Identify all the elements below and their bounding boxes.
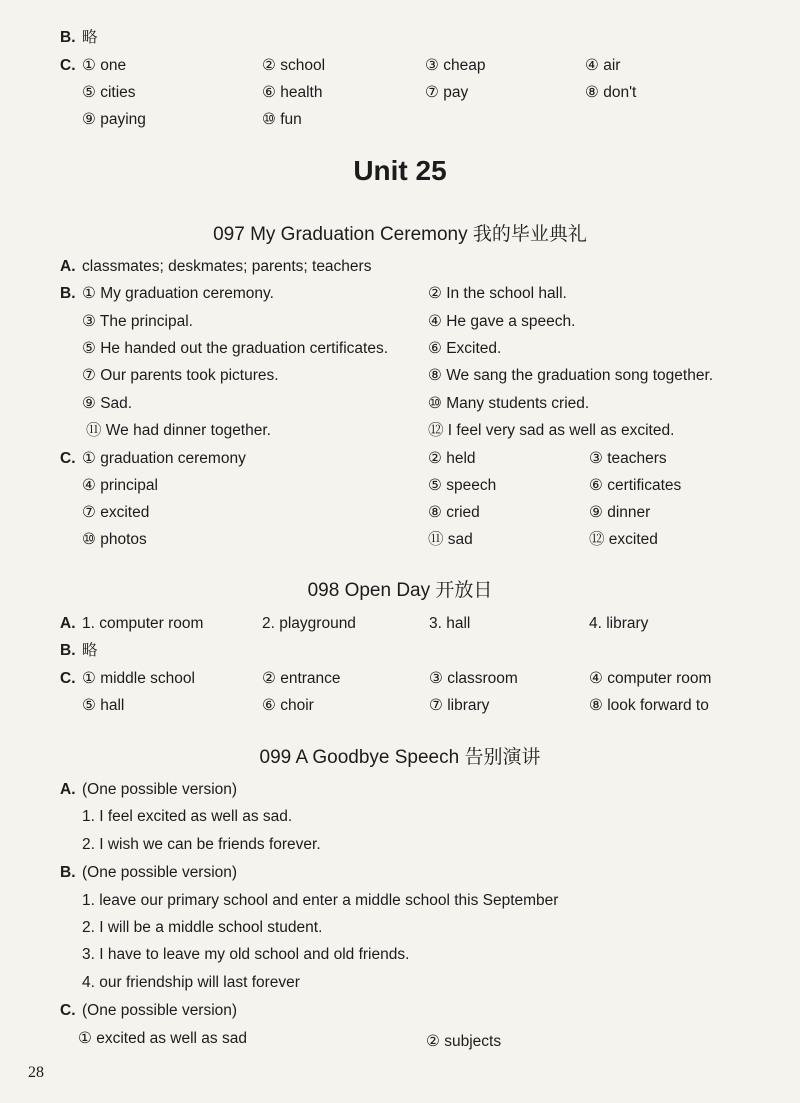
answer-text: 略 [82,642,98,659]
answer-item: ④ air [585,57,621,74]
answer-item: 1. computer room [82,615,204,632]
answer-item: ⑩ Many students cried. [428,395,590,412]
s099-b-item [0,942,800,968]
section-label: B. [60,285,76,302]
s097-c-row [0,473,800,499]
s097-b-row [0,391,800,417]
answer-item: ① excited as well as sad [78,1030,247,1047]
answer-item: ⑨ Sad. [82,395,133,412]
answer-item: ⑦ excited [82,504,150,521]
section-label: B. [60,864,76,881]
answer-item: ② entrance [262,670,341,687]
s099-b-row [0,860,800,886]
answer-item: ② school [262,57,326,74]
answer-item: ④ He gave a speech. [428,313,576,330]
page-number: 28 [28,1064,44,1081]
section-title-097: 097 My Graduation Ceremony 我的毕业典礼 [213,224,587,245]
s099-b-item [0,970,800,996]
section-title-098: 098 Open Day 开放日 [307,580,493,601]
prev-c-row [0,53,800,79]
s097-b-row [0,418,800,444]
answer-item: ⑤ He handed out the graduation certificates. [82,340,389,357]
answer-item: ⑥ health [262,84,323,101]
s099-b-item [0,915,800,941]
s097-b-row [0,281,800,307]
answer-item: ③ The principal. [82,313,193,330]
answer-item: 4. our friendship will last forever [82,974,300,991]
answer-item: ① graduation ceremony [82,450,246,467]
answer-text: 略 [82,29,98,46]
answer-item: 3. I have to leave my old school and old friends. [82,946,410,963]
answer-item: ① one [82,57,127,74]
s097-c-row [0,446,800,472]
section-label: C. [60,57,76,74]
s097-c-row [0,500,800,526]
answer-item: ⑧ We sang the graduation song together. [428,367,714,384]
s099-c-item [0,1026,800,1052]
prev-b-row [0,25,800,51]
answer-item: 3. hall [429,615,471,632]
answer-item: ⑤ cities [82,84,136,101]
s099-a-row [0,777,800,803]
answer-item: 4. library [589,615,649,632]
s098-c-row [0,666,800,692]
section-label: B. [60,29,76,46]
section-title-099: 099 A Goodbye Speech 告别演讲 [259,747,541,768]
s099-b-item [0,888,800,914]
s097-b-row [0,336,800,362]
answer-item: ① My graduation ceremony. [82,285,274,302]
prev-c-row [0,80,800,106]
unit-title: Unit 25 [353,155,447,186]
section-label: B. [60,642,76,659]
s099-c-row [0,998,800,1024]
answer-item: ③ cheap [425,57,486,74]
answer-item: ⑪ We had dinner together. [86,422,271,439]
prev-c-row [0,107,800,133]
s097-a-row [0,254,800,280]
answer-item: ⑦ Our parents took pictures. [82,367,279,384]
section-label: A. [60,781,76,798]
answer-item: ⑧ don't [585,84,637,101]
answer-item: ⑧ look forward to [589,697,709,714]
section-label: A. [60,258,76,275]
answer-item: 2. playground [262,615,356,632]
answer-item: ⑥ choir [262,697,314,714]
answer-item: ① middle school [82,670,195,687]
answer-item: ⑪ sad [428,531,473,548]
answer-item: ⑩ fun [262,111,302,128]
answer-item: ⑧ cried [428,504,480,521]
section-label: C. [60,450,76,467]
version-note: (One possible version) [82,1002,238,1019]
s097-b-row [0,363,800,389]
answer-item: ⑨ paying [82,111,146,128]
answer-item: ⑥ certificates [589,477,682,494]
answer-item: ⑥ Excited. [428,340,502,357]
answer-item: ⑤ hall [82,697,125,714]
answer-item: ⑤ speech [428,477,497,494]
s097-b-row [0,309,800,335]
answer-item: 1. I feel excited as well as sad. [82,808,293,825]
answer-item: ⑦ library [429,697,490,714]
section-label: C. [60,670,76,687]
s098-b-row [0,638,800,664]
answer-item: ⑫ excited [589,531,658,548]
answer-item: 2. I wish we can be friends forever. [82,836,321,853]
answer-item: ③ teachers [589,450,667,467]
s098-a-row [0,611,800,637]
section-label: C. [60,1002,76,1019]
version-note: (One possible version) [82,781,238,798]
answer-item: ⑫ I feel very sad as well as excited. [428,422,675,439]
s099-a-item [0,832,800,858]
answer-item: ⑦ pay [425,84,469,101]
answer-item: ③ classroom [429,670,518,687]
section-label: A. [60,615,76,632]
s098-c-row [0,693,800,719]
answer-item: ⑨ dinner [589,504,651,521]
answer-item: ② held [428,450,476,467]
s097-c-row [0,527,800,553]
answer-item: ④ computer room [589,670,712,687]
answer-item: ② subjects [426,1033,502,1050]
answer-item: 1. leave our primary school and enter a middle school this September [82,892,559,909]
answer-item: ⑩ photos [82,531,147,548]
answer-text: classmates; deskmates; parents; teachers [82,258,372,275]
s099-a-item [0,804,800,830]
answer-item: 2. I will be a middle school student. [82,919,323,936]
answer-item: ④ principal [82,477,158,494]
answer-item: ② In the school hall. [428,285,567,302]
version-note: (One possible version) [82,864,238,881]
